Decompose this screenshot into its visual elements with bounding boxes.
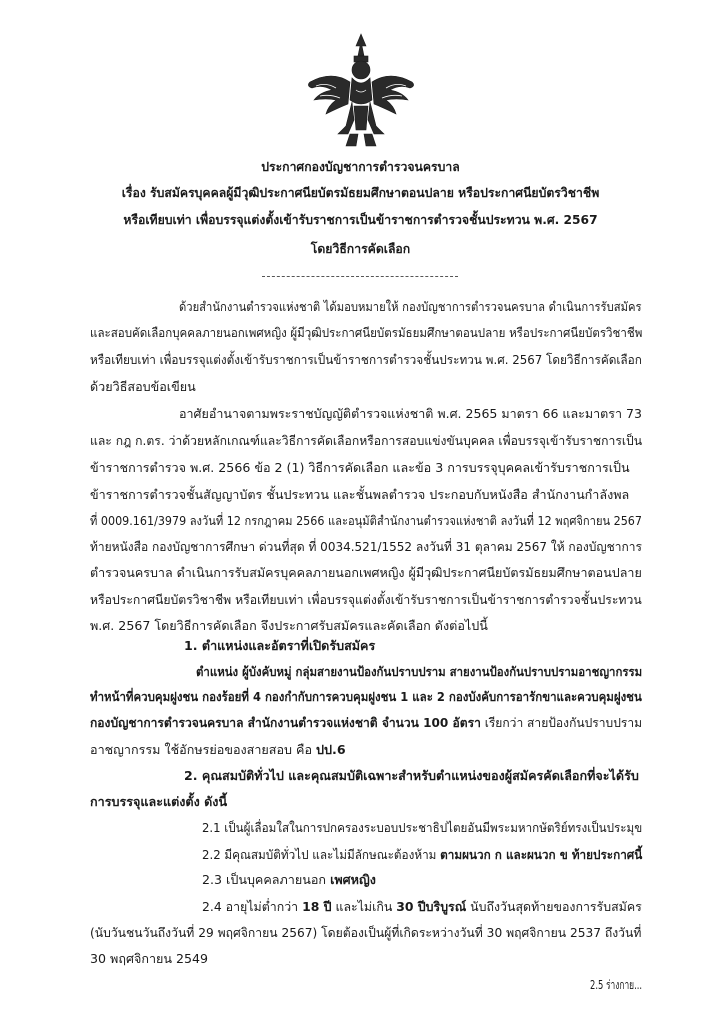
item-2-4: [202, 898, 642, 916]
section-1-line-3-rest: เรียกว่า สายป้องกันปราบปราม: [480, 715, 643, 730]
item-2-4-max-age: 30 ปีบริบูรณ์: [396, 899, 467, 914]
section-1-line-3: [90, 714, 642, 732]
continuation-note: 2.5 ร่างกาย...: [590, 977, 643, 992]
item-2-4-line-3: 30 พฤศจิกายน 2549: [90, 951, 209, 966]
section-1-line-2: ทำหน้าที่ควบคุมฝูงชน กองร้อยที่ 4 กองกำกับการควบคุมฝูงชน 1 และ 2 กองบังคับการอารักขาและควบคุมฝูงชน: [90, 689, 642, 704]
authority-line-6: ท้ายหนังสือ กองบัญชาการศึกษา ด่วนที่สุด ที่ 0034.521/1552 ลงวันที่ 31 ตุลาคม 2567 ให้ กองบัญชาการ: [90, 539, 642, 554]
authority-line-7: ตำรวจนครบาล ดำเนินการรับสมัครบุคคลภายนอกเพศหญิง ผู้มีวุฒิประกาศนียบัตรมัธยมศึกษาตอนปลาย: [90, 565, 642, 580]
subject-line-1: เรื่อง รับสมัครบุคคลผู้มีวุฒิประกาศนียบัตรมัธยมศึกษาตอนปลาย หรือประกาศนียบัตรวิชาชีพ: [121, 185, 600, 200]
section-1-line-1: ตำแหน่ง ผู้บังคับหมู่ กลุ่มสายงานป้องกันปราบปราม สายงานป้องกันปราบปรามอาชญากรรม: [196, 664, 643, 679]
position-quota: กองบัญชาการตำรวจนครบาล สำนักงานตำรวจแห่งชาติ จำนวน 100 อัตรา: [90, 715, 481, 730]
item-2-4-end: นับถึงวันสุดท้ายของการรับสมัคร: [466, 899, 642, 914]
section-1-heading: 1. ตำแหน่งและอัตราที่เปิดรับสมัคร: [184, 638, 376, 653]
subject-line-3: โดยวิธีการคัดเลือก: [310, 241, 411, 256]
section-2-heading-1: 2. คุณสมบัติทั่วไป และคุณสมบัติเฉพาะสำหรับตำแหน่งของผู้สมัครคัดเลือกที่จะได้รับ: [184, 768, 639, 783]
item-2-1: 2.1 เป็นผู้เลื่อมใสในการปกครองระบอบประชาธิปไตยอันมีพระมหากษัตริย์ทรงเป็นประมุข: [202, 820, 643, 835]
item-2-2: [202, 846, 642, 864]
authority-line-2: และ กฎ ก.ตร. ว่าด้วยหลักเกณฑ์และวิธีการคัดเลือกหรือการสอบแข่งขันบุคคล เพื่อบรรจุเข้ารับราชการเป็น: [90, 433, 643, 448]
intro-line-2: และสอบคัดเลือกบุคคลภายนอกเพศหญิง ผู้มีวุฒิประกาศนียบัตรมัธยมศึกษาตอนปลาย หรือประกาศนียบัตรวิชาชีพ: [90, 325, 643, 340]
intro-line-4: ด้วยวิธีสอบข้อเขียน: [90, 379, 196, 394]
authority-line-1: อาศัยอำนาจตามพระราชบัญญัติตำรวจแห่งชาติ พ.ศ. 2565 มาตรา 66 และมาตรา 73: [179, 406, 642, 421]
item-2-3-bold: เพศหญิง: [330, 872, 376, 887]
item-2-2-bold: ตามผนวก ก และผนวก ข ท้ายประกาศนี้: [440, 847, 643, 862]
section-2-heading-2: การบรรจุและแต่งตั้ง ดังนี้: [90, 794, 228, 809]
item-2-3-start: 2.3 เป็นบุคคลภายนอก: [202, 872, 331, 887]
authority-line-4: ข้าราชการตำรวจชั้นสัญญาบัตร ชั้นประทวน และชั้นพลตำรวจ ประกอบกับหนังสือ สำนักงานกำลังพล: [90, 487, 630, 502]
authority-line-5: ที่ 0009.161/3979 ลงวันที่ 12 กรกฎาคม 2566 และอนุมัติสำนักงานตำรวจแห่งชาติ ลงวันที่ 12 พฤศจิกายน 2567: [90, 513, 643, 528]
exam-code: ปป.6: [316, 742, 346, 757]
item-2-4-min-age: 18 ปี: [302, 899, 332, 914]
intro-line-1: ด้วยสำนักงานตำรวจแห่งชาติ ได้มอบหมายให้ กองบัญชาการตำรวจนครบาล ดำเนินการรับสมัคร: [179, 299, 642, 314]
section-1-line-4-start: อาชญากรรม ใช้อักษรย่อของสายสอบ คือ: [90, 742, 317, 757]
section-1-line-4: [90, 741, 346, 759]
item-2-4-mid: และไม่เกิน: [331, 899, 397, 914]
item-2-3: [202, 871, 376, 889]
authority-line-3: ข้าราชการตำรวจ พ.ศ. 2566 ข้อ 2 (1) วิธีการคัดเลือก และข้อ 3 การบรรจุบุคคลเข้ารับราชการเป็น: [90, 460, 630, 475]
issuer-title: ประกาศกองบัญชาการตำรวจนครบาล: [261, 159, 460, 174]
item-2-4-line-2: (นับวันชนวันถึงวันที่ 29 พฤศจิกายน 2567) โดยต้องเป็นผู้ที่เกิดระหว่างวันที่ 30 พฤศจิกายน 2537 ถึงวันที่: [90, 925, 642, 940]
authority-line-9: พ.ศ. 2567 โดยวิธีการคัดเลือก จึงประกาศรับสมัครและคัดเลือก ดังต่อไปนี้: [90, 618, 488, 633]
garuda-emblem-icon: [302, 30, 420, 150]
header-separator: [262, 276, 458, 277]
item-2-4-start: 2.4 อายุไม่ต่ำกว่า: [202, 899, 303, 914]
item-2-2-start: 2.2 มีคุณสมบัติทั่วไป และไม่มีลักษณะต้องห้าม: [202, 847, 441, 862]
intro-line-3: หรือเทียบเท่า เพื่อบรรจุแต่งตั้งเข้ารับราชการเป็นข้าราชการตำรวจชั้นประทวน พ.ศ. 2567 โดยวิธีการคัดเลือก: [90, 352, 642, 367]
authority-line-8: หรือประกาศนียบัตรวิชาชีพ หรือเทียบเท่า เพื่อบรรจุแต่งตั้งเข้ารับราชการเป็นข้าราชการตำรวจชั้นประทวน: [90, 592, 642, 607]
subject-line-2: หรือเทียบเท่า เพื่อบรรจุแต่งตั้งเข้ารับราชการเป็นข้าราชการตำรวจชั้นประทวน พ.ศ. 2567: [123, 212, 598, 227]
